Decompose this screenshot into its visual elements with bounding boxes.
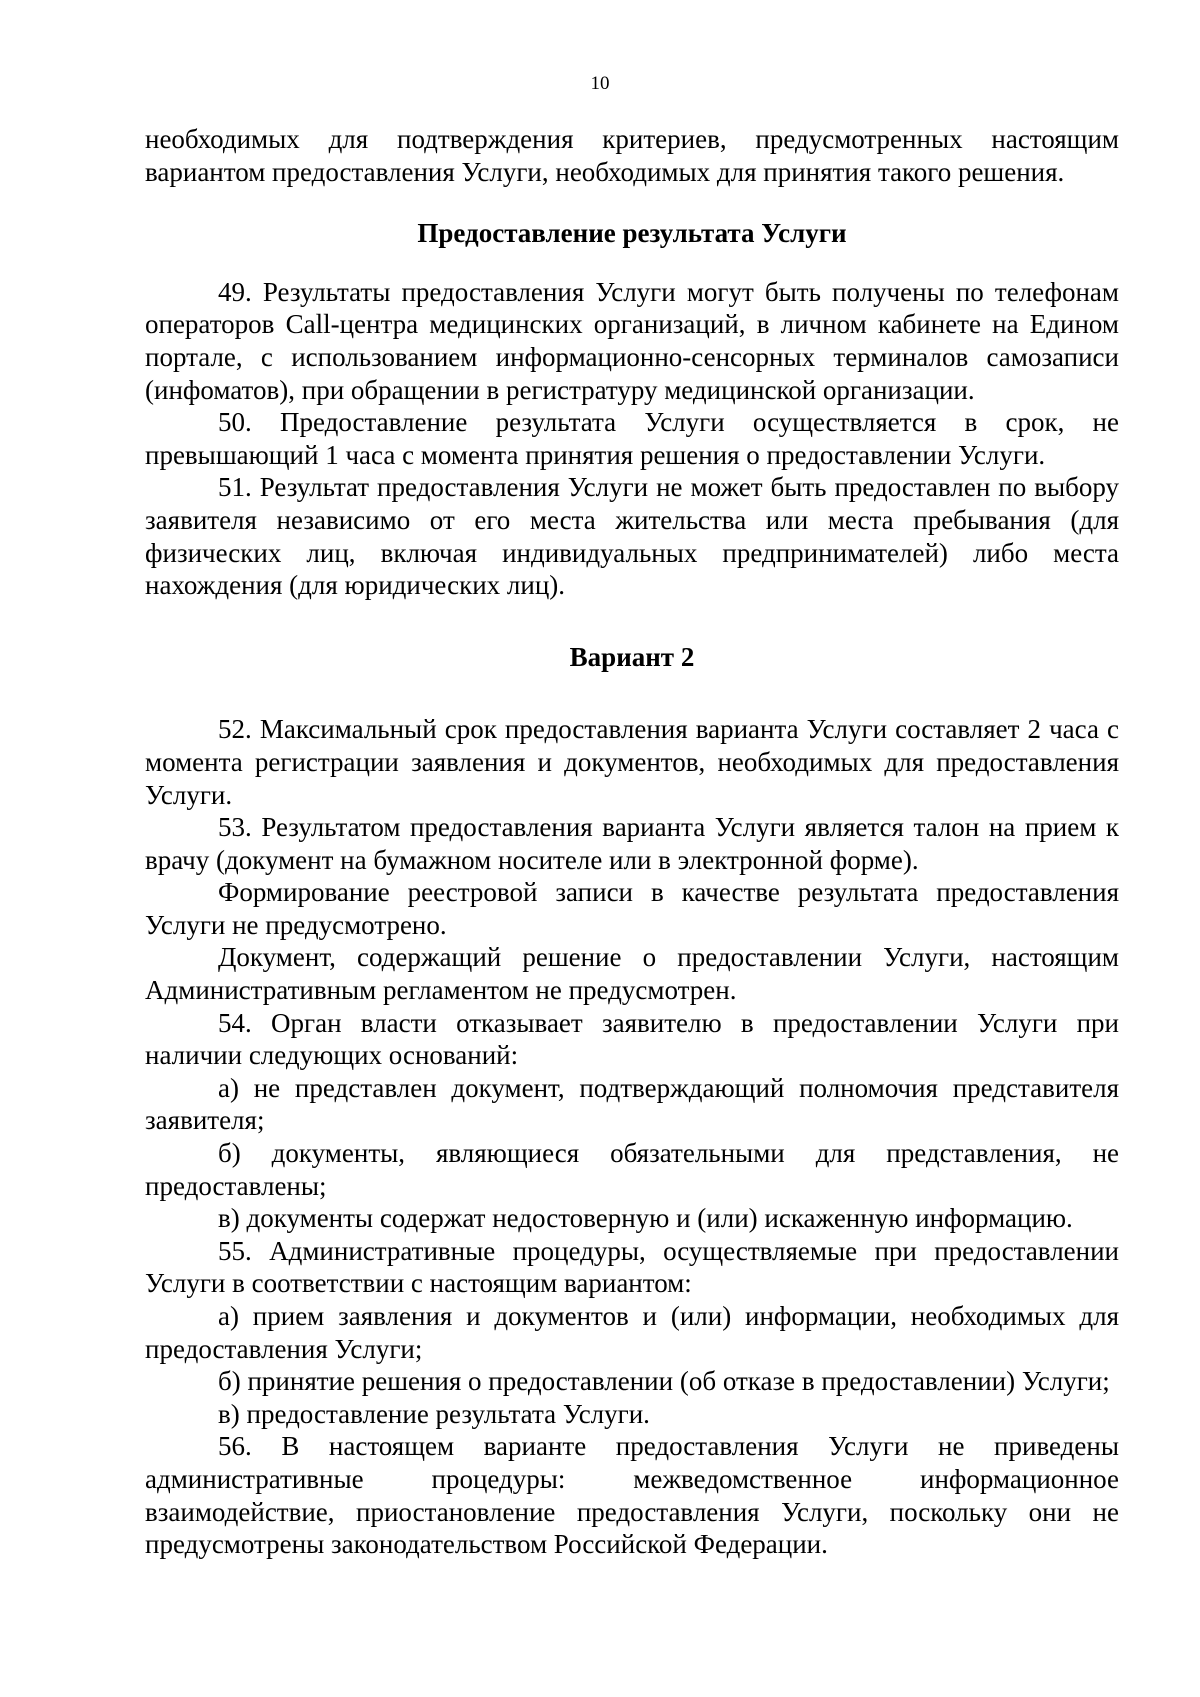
paragraph-55-b: б) принятие решения о предоставлении (об отказе в предоставлении) Услуги; <box>218 1366 1110 1397</box>
paragraph-53-registry: Формирование реестровой записи в качестве результата предоставления Услуги не предусмотрено. <box>145 877 1119 940</box>
paragraph-55: 55. Административные процедуры, осуществляемые при предоставлении Услуги в соответствии с настоящим вариантом: <box>145 1235 1119 1299</box>
paragraph-54-b: б) документы, являющиеся обязательными для представления, не предоставлены; <box>145 1138 1119 1201</box>
page-number: 10 <box>590 73 610 94</box>
paragraph-54: 54. Орган власти отказывает заявителю в предоставлении Услуги при наличии следующих оснований: <box>145 1007 1119 1071</box>
section-heading-result: Предоставление результата Услуги <box>417 218 847 249</box>
paragraph-53-document: Документ, содержащий решение о предоставлении Услуги, настоящим Административным регламентом не предусмотрен. <box>145 942 1119 1006</box>
paragraph-54-v: в) документы содержат недостоверную и (или) искаженную информацию. <box>218 1203 1073 1234</box>
intro-paragraph: необходимых для подтверждения критериев, предусмотренных настоящим вариантом предоставления Услуги, необходимых для принятия такого решения. <box>145 124 1119 187</box>
paragraph-49: 49. Результаты предоставления Услуги могут быть получены по телефонам операторов Call-центра медицинских организаций, в личном кабинете на Едином портале, с использованием информационно-сенсорных терминалов самозаписи (инфоматов), при обращении в регистратуру медицинской организации. <box>145 276 1119 405</box>
section-heading-variant-2: Вариант 2 <box>569 641 695 672</box>
paragraph-52: 52. Максимальный срок предоставления варианта Услуги составляет 2 часа с момента регистрации заявления и документов, необходимых для предоставления Услуги. <box>145 714 1119 810</box>
paragraph-53: 53. Результатом предоставления варианта Услуги является талон на прием к врачу (документ на бумажном носителе или в электронной форме). <box>145 812 1119 875</box>
document-body <box>145 123 1119 1561</box>
paragraph-55-a: а) прием заявления и документов и (или) информации, необходимых для предоставления Услуги; <box>145 1301 1119 1364</box>
paragraph-56: 56. В настоящем варианте предоставления Услуги не приведены административные процедуры: межведомственное информационное взаимодействие, приостановление предоставления Услуги, поскольку они не предусмотрены законодательством Российской Федерации. <box>145 1431 1119 1560</box>
paragraph-55-v: в) предоставление результата Услуги. <box>218 1398 650 1429</box>
paragraph-50: 50. Предоставление результата Услуги осуществляется в срок, не превышающий 1 часа с момента принятия решения о предоставлении Услуги. <box>145 407 1119 470</box>
paragraph-54-a: а) не представлен документ, подтверждающий полномочия представителя заявителя; <box>145 1072 1119 1136</box>
paragraph-51: 51. Результат предоставления Услуги не может быть предоставлен по выбору заявителя независимо от его места жительства или места пребывания (для физических лиц, включая индивидуальных предпринимателей) либо места нахождения (для юридических лиц). <box>145 472 1119 601</box>
